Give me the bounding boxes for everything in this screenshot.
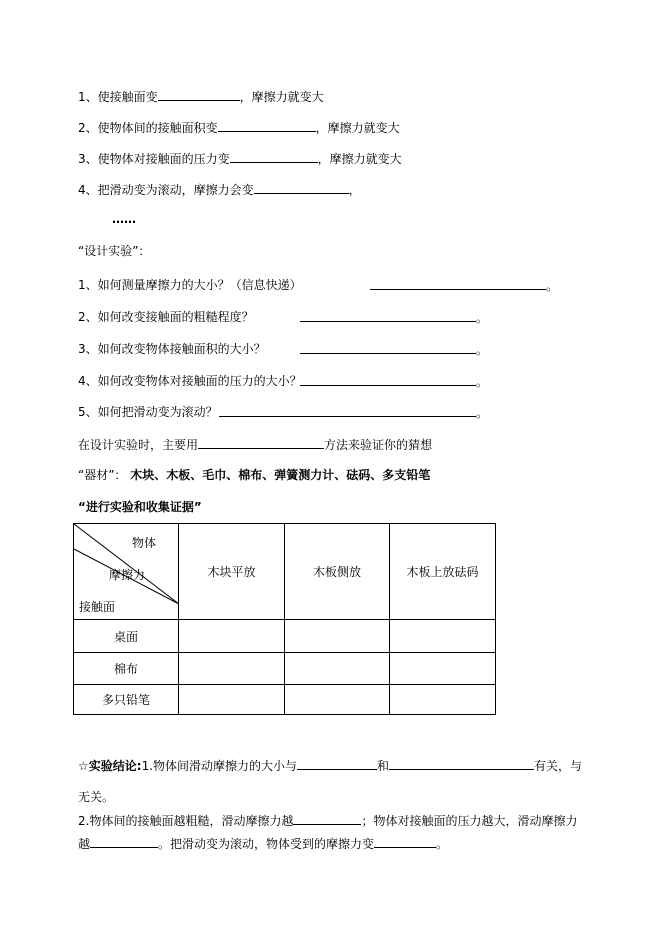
design-a5: 。 <box>219 404 488 421</box>
design-q4: 4、如何改变物体对接触面的压力的大小？ <box>78 374 302 388</box>
corner-bottom: 接触面 <box>79 600 116 614</box>
blank[interactable] <box>374 835 436 848</box>
hypothesis-3: 3、使物体对接触面的压力变 ，摩擦力就变大 <box>78 152 402 166</box>
blank[interactable] <box>230 150 318 163</box>
row-header: 桌面 <box>74 620 179 653</box>
data-cell[interactable] <box>179 620 285 653</box>
blank[interactable] <box>300 309 476 322</box>
design-q3: 3、如何改变物体接触面积的大小？ <box>78 342 266 356</box>
hypothesis-2: 2、使物体间的接触面积变 ，摩擦力就变大 <box>78 121 400 135</box>
corner-mid: 摩擦力 <box>109 568 146 582</box>
conclusion-line-4: 越 。把滑动变为滚动，物体受到的摩擦力变 。 <box>78 837 449 851</box>
design-a4: 。 <box>300 373 488 390</box>
design-heading: “设计实验”： <box>78 244 151 258</box>
corner-top: 物体 <box>132 536 157 550</box>
blank[interactable] <box>254 181 349 194</box>
method-line: 在设计实验时，主要用 方法来验证你的猜想 <box>78 438 433 452</box>
blank[interactable] <box>219 404 476 417</box>
materials-line: “器材”： 木块、木板、毛巾、棉布、弹簧测力计、砝码、多支铅笔 <box>78 468 431 482</box>
row-header: 棉布 <box>74 653 179 685</box>
blank[interactable] <box>90 835 158 848</box>
data-cell[interactable] <box>390 653 496 685</box>
data-cell[interactable] <box>179 653 285 685</box>
blank[interactable] <box>300 373 476 386</box>
blank[interactable] <box>370 277 546 290</box>
data-cell[interactable] <box>179 685 285 715</box>
data-cell[interactable] <box>390 620 496 653</box>
row-header: 多只铅笔 <box>74 685 179 715</box>
data-cell[interactable] <box>390 685 496 715</box>
column-header: 木板侧放 <box>285 524 390 620</box>
blank[interactable] <box>389 757 534 770</box>
ellipsis: …… <box>112 212 136 226</box>
design-q1: 1、如何测量摩擦力的大小？（信息快递） <box>78 278 302 292</box>
conclusion-line-1: ☆实验结论:1.物体间滑动摩擦力的大小与 和 有关，与 <box>78 759 583 773</box>
design-a2: 。 <box>300 309 488 326</box>
conclusion-line-3: 2.物体间的接触面越粗糙，滑动摩擦力越 ；物体对接触面的压力越大，滑动摩擦力 <box>78 814 578 828</box>
blank[interactable] <box>218 119 316 132</box>
data-cell[interactable] <box>285 653 390 685</box>
collect-heading: “进行实验和收集证据” <box>78 500 202 514</box>
design-a1: 。 <box>370 277 558 294</box>
column-header: 木板上放砝码 <box>390 524 496 620</box>
blank[interactable] <box>297 757 377 770</box>
blank[interactable] <box>293 812 361 825</box>
conclusion-line-2: 无关。 <box>78 790 115 804</box>
design-q2: 2、如何改变接触面的粗糙程度？ <box>78 310 254 324</box>
data-cell[interactable] <box>285 620 390 653</box>
hypothesis-4: 4、把滑动变为滚动，摩擦力会变 ， <box>78 183 361 197</box>
design-q5: 5、如何把滑动变为滚动？ <box>78 405 218 419</box>
blank[interactable] <box>158 88 240 101</box>
design-a3: 。 <box>300 341 488 358</box>
data-cell[interactable] <box>285 685 390 715</box>
corner-cell <box>74 524 179 620</box>
data-table <box>73 523 496 715</box>
column-header: 木块平放 <box>179 524 285 620</box>
hypothesis-1: 1、使接触面变 ，摩擦力就变大 <box>78 90 324 104</box>
blank[interactable] <box>198 436 324 449</box>
blank[interactable] <box>300 341 476 354</box>
